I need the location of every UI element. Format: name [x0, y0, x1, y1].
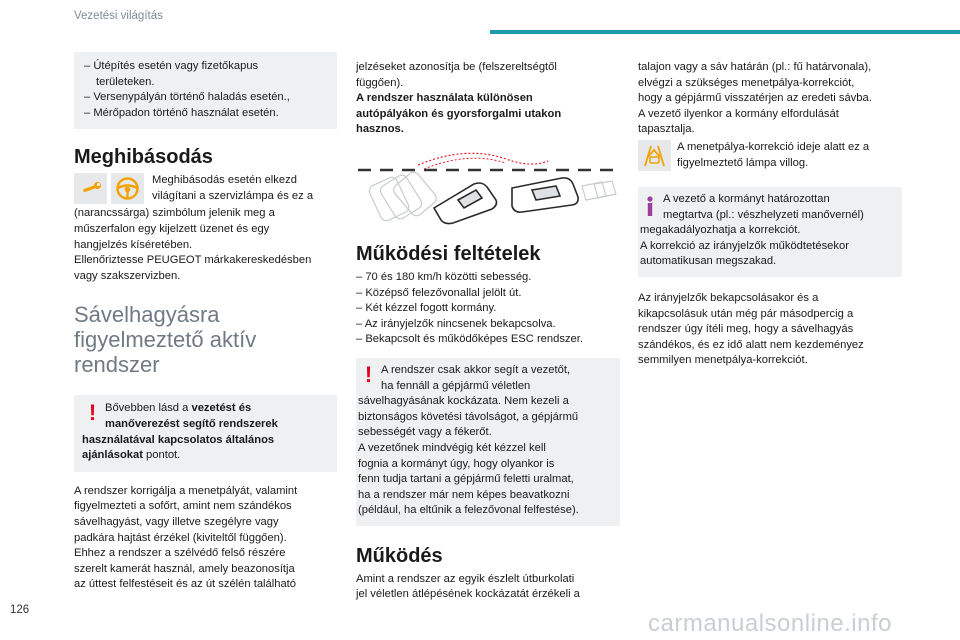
warning-text: A rendszer csak akkor segít a vezetőt, — [381, 363, 571, 376]
malfunction-text: hangjelzés kíséretében. — [74, 238, 193, 251]
warning-icon: ! — [364, 361, 373, 387]
warning-text-bold: vezetést és — [191, 402, 252, 415]
body-text: semmilyen menetpálya-korrekciót. — [638, 354, 808, 367]
body-text: Amint a rendszer az egyik észlelt útburkolati — [356, 572, 575, 585]
info-text: automatikusan megszakad. — [640, 255, 777, 268]
note-line: – Útépítés esetén vagy fizetőkapus — [84, 60, 259, 72]
section-title-line: Sávelhagyásra — [74, 302, 220, 328]
warning-text: biztonságos követési távolságot, a gépjármű — [358, 410, 579, 423]
warning-text-bold: ajánlásokat — [82, 449, 143, 462]
body-text-bold: hasznos. — [356, 123, 404, 136]
warning-text-bold: használatával kapcsolatos általános — [82, 433, 275, 446]
condition-item: – Bekapcsolt és működőképes ESC rendszer. — [356, 333, 583, 346]
warning-text: ha fennáll a gépjármű véletlen — [381, 379, 531, 392]
malfunction-text: vagy szakszervizben. — [74, 269, 181, 282]
condition-item: – Két kézzel fogott kormány. — [356, 302, 497, 315]
info-text: megtartva (pl.: vészhelyzeti manővernél) — [663, 208, 864, 221]
warning-text: Bővebben lásd a — [105, 402, 192, 415]
section-title — [74, 302, 337, 377]
steering-wheel-icon — [111, 173, 144, 204]
condition-item: – 70 és 180 km/h közötti sebesség. — [356, 270, 532, 283]
body-text: figyelmezteti a sofőrt, amint nem szándékos — [74, 500, 292, 513]
body-text: A vezető ilyenkor a kormány elfordulását — [638, 107, 839, 120]
conditions-heading: Működési feltételek — [356, 242, 541, 265]
malfunction-text: világítani a szervizlámpa és ez a — [152, 189, 314, 202]
body-text: kikapcsolásuk után még pár másodpercig a — [638, 307, 854, 320]
section-title-line: rendszer — [74, 352, 160, 378]
warning-text: sávelhagyásának kockázata. Nem kezeli a — [358, 395, 569, 408]
body-text: jelzéseket azonosítja be (felszereltségtől — [356, 61, 557, 73]
warning-note-box — [74, 395, 337, 471]
body-text: szerelt kamerát használ, amely beazonosítja — [74, 562, 295, 575]
warning-text-bold: manőverezést segítő rendszerek — [105, 417, 278, 430]
warning-text: ha a rendszer már nem képes beavatkozni — [358, 488, 570, 501]
info-text: A korrekció az irányjelzők működtetésekor — [640, 239, 849, 252]
body-text-bold: autópályákon és gyorsforgalmi utakon — [356, 107, 562, 120]
lane-assist-illustration — [356, 148, 620, 226]
intro-paragraph — [74, 484, 337, 593]
body-text: hogy a gépjármű visszatérjen az eredeti sávba. — [638, 92, 872, 105]
malfunction-text: Meghibásodás esetén elkezd — [152, 174, 297, 187]
warning-text: sebességét vagy a fékerőt. — [358, 426, 492, 439]
malfunction-text: műszerfalon egy kijelzett üzenet és egy — [74, 222, 270, 235]
conditions-note-box — [74, 52, 337, 129]
warning-text: (például, ha eltűnik a felezővonal felfestése). — [358, 504, 579, 517]
note-line: területeken. — [96, 75, 155, 88]
turn-signal-paragraph — [638, 291, 902, 369]
body-text: függően). — [356, 76, 404, 89]
info-note-box — [638, 187, 902, 277]
condition-item: – Középső felezővonallal jelölt út. — [356, 286, 522, 299]
body-text: szándékos, és ez idő alatt nem kezdeményez — [638, 338, 864, 351]
body-text: Az irányjelzők bekapcsolásakor és a — [638, 291, 819, 304]
column-middle — [356, 60, 620, 603]
column-right — [638, 60, 902, 369]
operation-heading: Működés — [356, 544, 443, 567]
malfunction-heading: Meghibásodás — [74, 146, 213, 169]
malfunction-icons — [74, 173, 146, 204]
warning-text: pontot. — [142, 449, 181, 462]
warning-icon: ! — [88, 400, 97, 426]
note-line: – Versenypályán történő haladás esetén., — [84, 91, 290, 104]
info-icon — [644, 196, 657, 222]
warning-text: fenn tudja tartani a gépjármű feletti uralmat, — [358, 473, 574, 486]
body-text: az úttest felfestéseit és az út szélén található — [74, 578, 297, 591]
condition-item: – Az irányjelzők nincsenek bekapcsolva. — [356, 317, 556, 330]
info-text: megakadályozhatja a korrekciót. — [640, 224, 801, 237]
wrench-icon — [74, 173, 107, 204]
body-text: A rendszer korrigálja a menetpályát, valamint — [74, 484, 298, 497]
lamp-note-text: A menetpálya-korrekció ideje alatt ez a — [677, 140, 870, 153]
malfunction-block — [74, 173, 337, 284]
warning-note-box — [356, 358, 620, 526]
lane-departure-warning-lamp-icon — [638, 140, 671, 171]
body-text: rendszer úgy ítéli meg, hogy a sávelhagyás — [638, 323, 854, 336]
running-header: Vezetési világítás — [74, 10, 163, 22]
body-text: jel véletlen átlépésének kockázatát érzékeli a — [356, 588, 580, 601]
body-text-bold: A rendszer használata különösen — [356, 92, 533, 105]
body-text: elvégzi a szükséges menetpálya-korrekciót, — [638, 76, 855, 89]
watermark: carmanualsonline.info — [648, 610, 892, 637]
malfunction-text: Ellenőriztesse PEUGEOT márkakereskedésben — [74, 254, 312, 267]
body-text: padkára hajtást érzékel (kiviteltől függően). — [74, 531, 287, 544]
warning-text: A vezetőnek mindvégig két kézzel kell — [358, 441, 546, 454]
lamp-note-text: figyelmeztető lámpa villog. — [677, 156, 809, 169]
page-number: 126 — [10, 604, 30, 616]
info-text: A vezető a kormányt határozottan — [663, 192, 830, 205]
column-left — [74, 52, 337, 593]
lamp-note — [638, 140, 902, 173]
malfunction-text: (narancssárga) szimbólum jelenik meg a — [74, 207, 275, 220]
section-title-line: figyelmeztető aktív — [74, 327, 257, 353]
warning-text: fognia a kormányt úgy, hogy olyankor is — [358, 457, 555, 470]
body-text: tapasztalja. — [638, 123, 695, 136]
body-text: Ehhez a rendszer a szélvédő felső részére — [74, 547, 286, 560]
header-accent-bar — [490, 30, 960, 34]
note-line: – Mérőpadon történő használat esetén. — [84, 106, 279, 119]
body-text: talajon vagy a sáv határán (pl.: fű határvonala), — [638, 61, 872, 73]
body-text: sávelhagyást, vagy illetve szegélyre vagy — [74, 515, 279, 528]
